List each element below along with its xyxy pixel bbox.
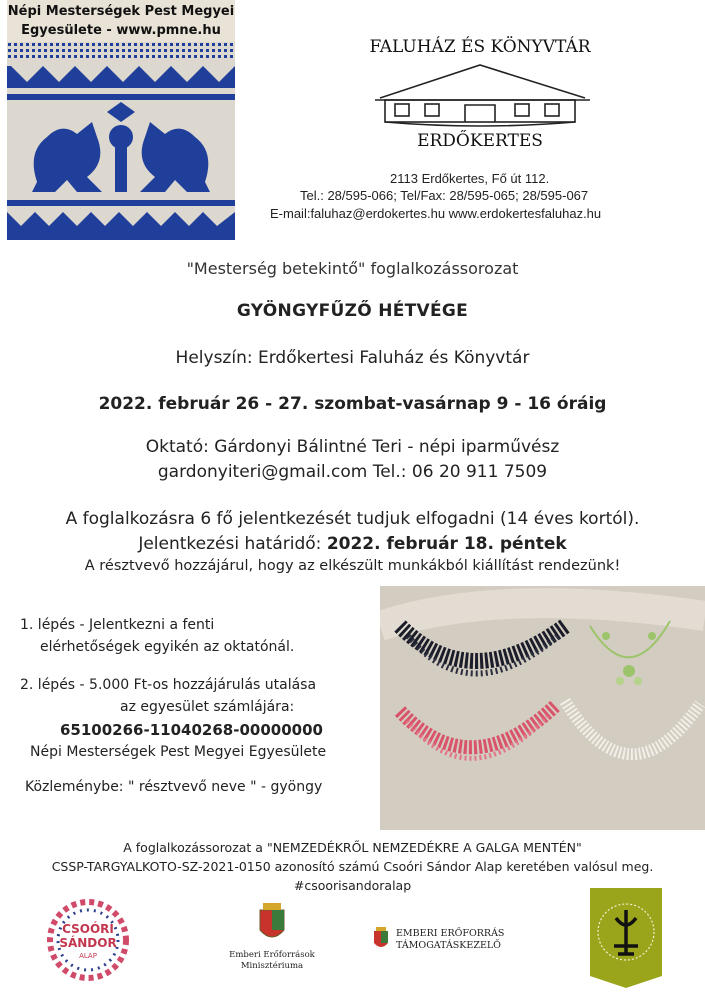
csoori-line3: ALAP [79,952,97,960]
footer-line1: A foglalkozássorozat a "NEMZEDÉKRŐL NEMZEDÉKRE A GALGA MENTÉN" [123,840,582,855]
association-header-line1: Népi Mesterségek Pest Megyei [7,4,235,19]
emmi-line1: Emberi Erőforrások [229,950,315,960]
footer-line2: CSSP-TARGYALKOTO-SZ-2021-0150 azonosító számú Csoóri Sándor Alap keretében valósul meg. [51,859,654,874]
csoori-sandor-logo [38,895,138,985]
transfer-note: Közleménybe: " résztvevő neve " - gyöngy [25,779,323,795]
address-line1: 2113 Erdőkertes, Fő út 112. [390,171,550,186]
account-owner: Népi Mesterségek Pest Megyei Egyesülete [30,744,327,760]
step1-line1: 1. lépés - Jelentkezni a fenti [20,617,215,633]
emet-line2: TÁMOGATÁSKEZELŐ [396,940,501,951]
event-location: Helyszín: Erdőkertesi Faluház és Könyvtár [175,348,530,368]
csoori-line2: SÁNDOR [59,936,117,950]
badge-emblem-icon [590,888,662,988]
deadline-value: 2022. február 18. péntek [326,534,567,554]
embroidery-pattern [7,42,235,240]
emmi-line2: Minisztériuma [240,961,304,971]
faluhaz-logo-top: FALUHÁZ ÉS KÖNYVTÁR [369,37,591,57]
faluhaz-logo [355,30,605,160]
event-contact: gardonyiteri@gmail.com Tel.: 06 20 911 7509 [157,462,548,482]
event-capacity: A foglalkozásra 6 fő jelentkezését tudjuk elfogadni (14 éves kortól). [65,509,640,529]
faluhaz-logo-bottom: ERDŐKERTES [417,131,543,151]
emet-crest-icon [372,927,390,951]
deadline-label: Jelentkezési határidő: [138,534,327,554]
event-date: 2022. február 26 - 27. szombat-vasárnap 9 - 16 óráig [98,394,607,414]
step2-line1: 2. lépés - 5.000 Ft-os hozzájárulás utalása [20,677,317,693]
footer-hashtag: #csoorisandoralap [293,878,412,893]
association-badge [590,888,662,988]
event-exhibition: A résztvevő hozzájárul, hogy az elkészült munkákból kiállítást rendezünk! [84,558,621,574]
address-line3: E-mail:faluhaz@erdokertes.hu www.erdokertesfaluhaz.hu [270,206,602,221]
association-header [7,0,235,42]
necklace-illustration [380,586,705,830]
event-deadline [0,534,705,554]
step1-line2: elérhetőségek egyikén az oktatónál. [40,639,295,655]
event-teacher: Oktató: Gárdonyi Bálintné Teri - népi iparművész [145,437,560,457]
event-title: GYÖNGYFŰZŐ HÉTVÉGE [236,301,469,321]
embroidery-image [7,0,235,240]
emet-logo [372,925,542,955]
bank-account: 65100266-11040268-00000000 [60,721,323,739]
csoori-line1: CSOÓRI [62,922,114,936]
necklace-photo [380,586,705,830]
address-line2: Tel.: 28/595-066; Tel/Fax: 28/595-065; 28/595-067 [300,188,589,203]
emmi-logo [212,900,332,975]
association-header-line2: Egyesülete - www.pmne.hu [21,23,221,38]
series-name: "Mesterség betekintő" foglalkozássorozat [186,259,519,278]
emet-line1: EMBERI ERŐFORRÁS [396,928,505,939]
step2-line2: az egyesület számlájára: [120,699,295,715]
hungarian-coat-of-arms-icon [212,900,332,948]
